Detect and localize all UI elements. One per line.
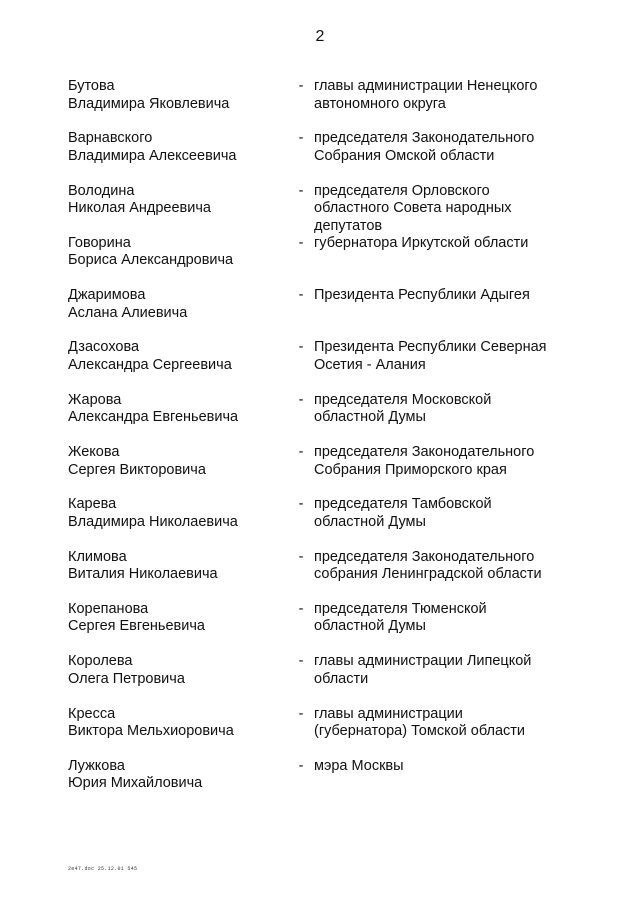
given-name-patronymic: Николая Андреевича: [68, 200, 211, 217]
list-item: [68, 392, 588, 444]
position-title: [314, 78, 588, 113]
dash-separator: -: [298, 339, 304, 356]
dash-separator: -: [298, 182, 304, 199]
person-name: [68, 235, 283, 270]
dash-separator: -: [298, 653, 304, 670]
position-title-line: председателя Орловского: [314, 182, 490, 199]
surname: Бутова: [68, 78, 115, 94]
list-item: [68, 339, 588, 391]
position-title: [314, 706, 588, 741]
position-title-line: областного Совета народных: [314, 200, 512, 217]
position-title-line: председателя Законодательного: [314, 130, 535, 147]
given-name-patronymic: Александра Евгеньевича: [68, 409, 239, 426]
person-name: [68, 549, 283, 584]
position-title-line: областной Думы: [314, 513, 426, 530]
position-title-line: главы администрации: [314, 705, 463, 722]
person-name: [68, 444, 283, 479]
position-title-line: председателя Законодательного: [314, 444, 535, 461]
person-name: [68, 287, 283, 322]
appointees-list: [68, 78, 588, 810]
position-title: [314, 392, 588, 427]
person-name: [68, 339, 283, 374]
given-name-patronymic: Юрия Михайловича: [68, 775, 203, 792]
dash-separator: -: [298, 705, 304, 722]
position-title-line: председателя Законодательного: [314, 548, 535, 565]
person-name: [68, 78, 283, 113]
surname: Володина: [68, 182, 135, 199]
list-item: [68, 130, 588, 182]
position-title-line: собрания Ленинградской области: [314, 566, 542, 583]
given-name-patronymic: Александра Сергеевича: [68, 356, 232, 373]
dash-separator: -: [298, 444, 304, 461]
given-name-patronymic: Сергея Викторовича: [68, 461, 206, 478]
dash-separator: -: [298, 130, 304, 147]
list-item: [68, 601, 588, 653]
position-title-line: губернатора Иркутской области: [314, 234, 529, 251]
dash-separator: -: [298, 496, 304, 513]
list-item: [68, 706, 588, 758]
position-title-line: областной Думы: [314, 618, 426, 635]
given-name-patronymic: Виктора Мельхиоровича: [68, 723, 234, 740]
dash-separator: -: [298, 548, 304, 565]
person-name: [68, 601, 283, 636]
position-title: [314, 130, 588, 165]
surname: Говорина: [68, 234, 131, 251]
position-title-line: области: [314, 670, 369, 687]
person-name: [68, 706, 283, 741]
person-name: [68, 183, 283, 218]
dash-separator: -: [298, 757, 304, 774]
list-item: [68, 287, 588, 339]
person-name: [68, 392, 283, 427]
list-item: [68, 758, 588, 810]
list-item: [68, 235, 588, 287]
position-title: [314, 183, 588, 236]
position-title-line: автономного округа: [314, 95, 446, 112]
given-name-patronymic: Аслана Алиевича: [68, 304, 188, 321]
given-name-patronymic: Виталия Николаевича: [68, 566, 218, 583]
surname: Жарова: [68, 391, 122, 408]
dash-separator: -: [298, 600, 304, 617]
surname: Кресса: [68, 705, 116, 722]
given-name-patronymic: Бориса Александровича: [68, 252, 234, 269]
page-number: 2: [315, 28, 325, 45]
position-title: [314, 496, 588, 531]
position-title-line: Осетия - Алания: [314, 356, 426, 373]
surname: Лужкова: [68, 757, 125, 774]
position-title-line: председателя Тамбовской: [314, 496, 492, 513]
surname: Жекова: [68, 444, 120, 461]
position-title-line: Собрания Омской области: [314, 147, 495, 164]
surname: Карева: [68, 496, 117, 513]
position-title: [314, 549, 588, 584]
list-item: [68, 653, 588, 705]
given-name-patronymic: Сергея Евгеньевича: [68, 618, 205, 635]
position-title-line: Собрания Приморского края: [314, 461, 507, 478]
given-name-patronymic: Владимира Алексеевича: [68, 147, 237, 164]
position-title-line: главы администрации Ненецкого: [314, 78, 538, 94]
position-title-line: главы администрации Липецкой: [314, 653, 532, 670]
position-title-line: депутатов: [314, 217, 383, 234]
list-item: [68, 444, 588, 496]
dash-separator: -: [298, 287, 304, 304]
list-item: [68, 78, 588, 130]
position-title: [314, 653, 588, 688]
position-title-line: областной Думы: [314, 409, 426, 426]
surname: Корепанова: [68, 600, 149, 617]
position-title-line: мэра Москвы: [314, 757, 404, 774]
surname: Климова: [68, 548, 127, 565]
position-title-line: председателя Московской: [314, 391, 492, 408]
list-item: [68, 496, 588, 548]
position-title-line: председателя Тюменской: [314, 600, 487, 617]
dash-separator: -: [298, 234, 304, 251]
position-title: [314, 235, 588, 253]
given-name-patronymic: Владимира Николаевича: [68, 513, 238, 530]
position-title-line: Президента Республики Адыгея: [314, 287, 530, 304]
surname: Королева: [68, 653, 133, 670]
person-name: [68, 496, 283, 531]
given-name-patronymic: Олега Петровича: [68, 670, 185, 687]
person-name: [68, 653, 283, 688]
position-title: [314, 287, 588, 305]
surname: Варнавского: [68, 130, 153, 147]
position-title: [314, 758, 588, 776]
position-title: [314, 339, 588, 374]
given-name-patronymic: Владимира Яковлевича: [68, 95, 230, 112]
document-footer-code: 2e47.doc 25.12.01 545: [68, 866, 138, 872]
position-title: [314, 444, 588, 479]
position-title-line: (губернатора) Томской области: [314, 723, 526, 740]
dash-separator: -: [298, 391, 304, 408]
list-item: [68, 183, 588, 235]
person-name: [68, 130, 283, 165]
dash-separator: -: [298, 78, 304, 94]
list-item: [68, 549, 588, 601]
position-title-line: Президента Республики Северная: [314, 339, 547, 356]
surname: Дзасохова: [68, 339, 140, 356]
person-name: [68, 758, 283, 793]
position-title: [314, 601, 588, 636]
surname: Джаримова: [68, 287, 146, 304]
